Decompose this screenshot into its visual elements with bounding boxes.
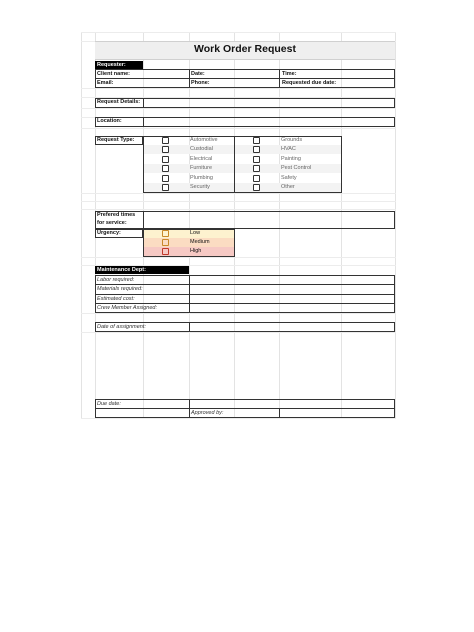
- urgency-medium-label: Medium: [190, 239, 210, 245]
- pest-control-option: Pest Control: [281, 165, 312, 171]
- safety-checkbox[interactable]: [253, 175, 260, 182]
- urgency-label: Urgency:: [97, 230, 121, 236]
- date-of-assignment-divider: [189, 322, 190, 332]
- gridline: [81, 209, 396, 210]
- security-option: Security: [190, 184, 210, 190]
- grounds-option: Grounds: [281, 137, 303, 143]
- client-name-label: Client name:: [97, 71, 131, 77]
- other-checkbox[interactable]: [253, 184, 260, 191]
- hvac-option: HVAC: [281, 146, 296, 152]
- materials-required-label: Materials required:: [97, 286, 143, 292]
- requested-due-date-label: Requested due date:: [282, 80, 337, 86]
- gridline: [81, 32, 396, 33]
- preferred-times-row: [95, 211, 395, 229]
- gridline: [81, 128, 396, 129]
- urgency-box: [143, 229, 235, 257]
- maintenance-header: Maintenance Dept:: [95, 266, 189, 274]
- crew-member-label: Crew Member Assigned:: [97, 305, 158, 311]
- automotive-checkbox[interactable]: [162, 137, 169, 144]
- email-label: Email:: [97, 80, 114, 86]
- maintenance-row-divider: [95, 294, 395, 295]
- shaded-row: [144, 183, 234, 192]
- date-label: Date:: [191, 71, 205, 77]
- phone-label: Phone:: [191, 80, 210, 86]
- gridline: [81, 332, 396, 333]
- security-checkbox[interactable]: [162, 184, 169, 191]
- preferred-times-label-1: Prefered times: [97, 212, 136, 218]
- urgency-high-label: High: [190, 248, 202, 254]
- urgency-low-checkbox[interactable]: [162, 230, 169, 237]
- painting-checkbox[interactable]: [253, 156, 260, 163]
- request-type-label: Request Type:: [97, 137, 135, 143]
- location-label: Location:: [97, 118, 122, 124]
- location-row: [95, 117, 395, 127]
- labor-required-label: Labor required:: [97, 277, 135, 283]
- gridline: [81, 313, 396, 314]
- plumbing-option: Plumbing: [190, 175, 213, 181]
- request-details-label: Request Details:: [97, 99, 141, 105]
- urgency-high-checkbox[interactable]: [162, 248, 169, 255]
- due-date-label: Due date:: [97, 401, 121, 407]
- custodial-option: Custodial: [190, 146, 213, 152]
- location-divider: [143, 117, 144, 127]
- footer-row-divider: [95, 408, 395, 409]
- gridline: [81, 108, 396, 109]
- custodial-checkbox[interactable]: [162, 146, 169, 153]
- gridline: [81, 201, 396, 202]
- furniture-option: Furniture: [190, 165, 213, 171]
- shaded-row: [144, 145, 234, 154]
- estimated-cost-label: Estimated cost:: [97, 296, 135, 302]
- furniture-checkbox[interactable]: [162, 165, 169, 172]
- gridline: [81, 193, 396, 194]
- shaded-row: [144, 164, 234, 173]
- time-label: Time:: [282, 71, 297, 77]
- electrical-checkbox[interactable]: [162, 156, 169, 163]
- page-title: Work Order Request: [194, 43, 296, 55]
- painting-option: Painting: [281, 156, 301, 162]
- plumbing-checkbox[interactable]: [162, 175, 169, 182]
- gridline: [81, 32, 82, 418]
- approved-by-label: Approved by:: [191, 410, 224, 416]
- preferred-times-divider: [143, 211, 144, 229]
- preferred-times-label-2: for service:: [97, 220, 127, 226]
- maintenance-col-divider: [189, 275, 190, 313]
- pest-control-checkbox[interactable]: [253, 165, 260, 172]
- grounds-checkbox[interactable]: [253, 137, 260, 144]
- other-option: Other: [281, 184, 295, 190]
- date-of-assignment-label: Date of assignment:: [97, 324, 146, 330]
- gridline: [395, 32, 396, 418]
- urgency-low-label: Low: [190, 230, 201, 236]
- request-details-divider: [143, 98, 144, 108]
- hvac-checkbox[interactable]: [253, 146, 260, 153]
- urgency-medium-checkbox[interactable]: [162, 239, 169, 246]
- automotive-option: Automotive: [190, 137, 218, 143]
- electrical-option: Electrical: [190, 156, 213, 162]
- footer-col-divider: [189, 399, 190, 418]
- gridline: [81, 418, 396, 419]
- gridline: [81, 88, 396, 89]
- requester-header: Requester:: [95, 61, 143, 69]
- footer-col-divider: [279, 408, 280, 418]
- gridline: [81, 257, 396, 258]
- safety-option: Safety: [281, 175, 297, 181]
